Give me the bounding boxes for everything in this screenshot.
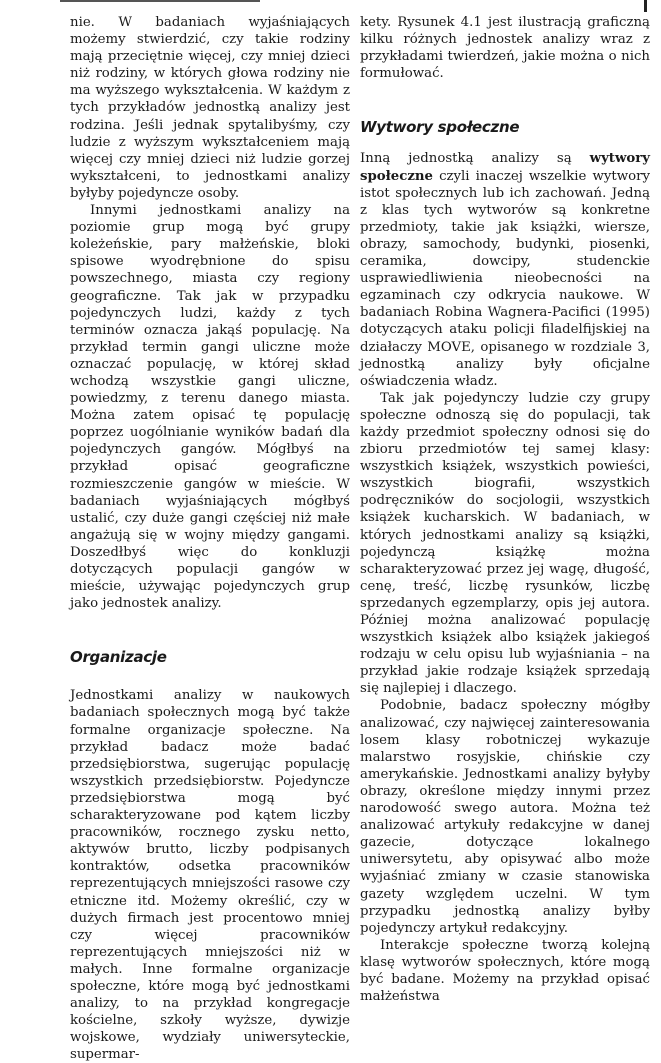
right-paragraph-2: [360, 150, 650, 389]
left-paragraph-1: nie. W badaniach wyjaśniających możemy stwierdzić, czy takie rodziny mają przeciętnie więcej, czy mniej dzieci niż rodziny, w których głowa rodziny nie ma wyższego wykształcenia. W każdym z tych przykładów jednostką analizy jest rodzina. Jeśli jednak spytalibyśmy, czy ludzie z wyższym wykształceniem mają więcej czy mniej dzieci niż ludzie gorzej wykształceni, to jednostkami analizy byłyby pojedyncze osoby.: [70, 15, 350, 201]
page-edge-mark: [644, 0, 647, 12]
running-header-rule: [60, 0, 260, 6]
right-paragraph-3: Tak jak pojedynczy ludzie czy grupy społeczne odnoszą się do populacji, tak każdy przedmiot społeczny odnosi się do zbioru przedmiotów tej samej klasy: wszystkich książek, wszystkich powieści, wszystkich biografii, wszystkich podręczników do socjologii, wszystkich książek kucharskich. W badaniach, w których jednostkami analizy są książki, pojedynczą książkę można scharakteryzować przez jej wagę, długość, cenę, treść, liczbę rysunków, liczbę sprzedanych egzemplarzy, opis jej autora. Później można analizować populację wszystkich książek albo książek jakiegoś rodzaju w celu opisu lub wyjaśniania – na przykład jakie rodzaje książek sprzedają się najlepiej i dlaczego.: [360, 390, 650, 697]
left-paragraph-3: Jednostkami analizy w naukowych badaniach społecznych mogą być także formalne organizacje społeczne. Na przykład badacz może badać przedsiębiorstwa, sugerując populację wszystkich przedsiębiorstw. Pojedyncze przedsiębiorstwa mogą być scharakteryzowane pod kątem liczby pracowników, rocznego zysku netto, aktywów brutto, liczby podpisanych kontraktów, odsetka pracowników reprezentujących mniejszości rasowe czy etniczne itd. Możemy określić, czy w dużych firmach jest procentowo mniej czy więcej pracowników reprezentujących mniejszości niż w małych. Inne formalne organizacje społeczne, które mogą być jednostkami analizy, to na przykład kongregacje kościelne, szkoły wyższe, dywizje wojskowe, wydziały uniwersyteckie, supermar-: [70, 688, 350, 1063]
right-column: [360, 14, 650, 1005]
right-paragraph-4: Podobnie, badacz społeczny mógłby analizować, czy najwięcej zainteresowania losem klasy robotniczej wykazuje malarstwo rosyjskie, chińskie czy amerykańskie. Jednostkami analizy byłyby obrazy, określone między innymi przez narodowość swego autora. Można też analizować artykuły redakcyjne w danej gazecie, dotyczące lokalnego uniwersytetu, aby opisywać albo może wyjaśniać zmiany w czasie stanowiska gazety względem uczelni. W tym przypadku jednostką analizy byłby pojedynczy artykuł redakcyjny.: [360, 698, 650, 936]
left-paragraph-2: Innymi jednostkami analizy na poziomie grup mogą być grupy koleżeńskie, pary małżeńskie, bloki spisowe wyodrębnione do spisu powszechnego, miasta czy regiony geograficzne. Tak jak w przypadku pojedynczych ludzi, każdy z tych terminów oznacza jakąś populację. Na przykład termin gangi uliczne może oznaczać populację, w której skład wchodzą wszystkie gangi uliczne, powiedzmy, z terenu danego miasta. Można zatem opisać tę populację poprzez uogólnianie wyników badań dla pojedynczych gangów. Mógłbyś na przykład opisać geograficzne rozmieszczenie gangów w mieście. W badaniach wyjaśniających mógłbyś ustalić, czy duże gangi częściej niż małe angażują się w wojny między gangami. Doszedłbyś więc do konkluzji dotyczących populacji gangów w mieście, używając pojedynczych grup jako jednostek analizy.: [70, 203, 350, 612]
term-social-artifacts: wytwory społeczne: [360, 151, 650, 184]
section-heading-organizations: Organizacje: [70, 648, 167, 667]
left-column: [70, 14, 350, 1063]
right-paragraph-1: kety. Rysunek 4.1 jest ilustracją graficzną kilku różnych jednostek analizy wraz z przykładami twierdzeń, jakie można o nich formułować.: [360, 15, 650, 82]
section-heading-social-artifacts: Wytwory społeczne: [360, 118, 520, 137]
right-paragraph-5: Interakcje społeczne tworzą kolejną klasę wytworów społecznych, które mogą być badane. Możemy na przykład opisać małżeństwa: [360, 937, 650, 1005]
right-paragraph-2-intro: Inną jednostką analizy są: [360, 151, 590, 167]
right-paragraph-2-rest: czyli inaczej wszelkie wytwory istot społecznych lub ich zachowań. Jedną z klas tych wytworów są konkretne przedmioty, takie jak książki, wiersze, obrazy, samochody, budynki, piosenki, ceramika, dowcipy, studenckie usprawiedliwienia nieobecności na egzaminach czy odkrycia naukowe. W badaniach Robina Wagnera-Pacifici (1995) dotyczących ataku policji filadelfijskiej na działaczy MOVE, opisanego w rozdziale 3, jednostką analizy były oficjalne oświadczenia władz.: [360, 168, 650, 389]
